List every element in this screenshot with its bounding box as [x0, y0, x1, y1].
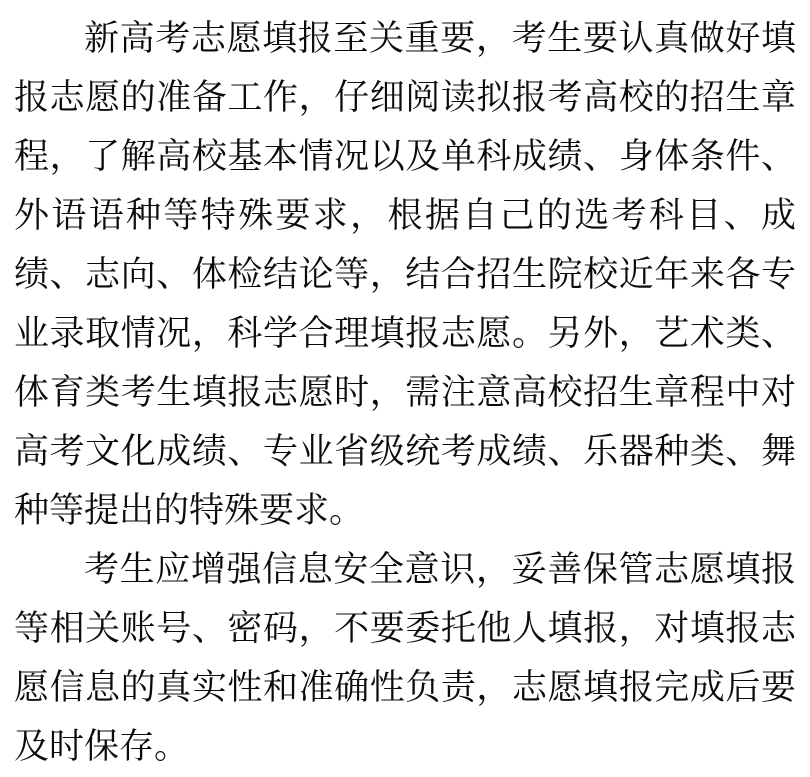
document-body	[14, 10, 796, 777]
paragraph-1: 新高考志愿填报至关重要，考生要认真做好填报志愿的准备工作，仔细阅读拟报考高校的招生章程，了解高校基本情况以及单科成绩、身体条件、外语语种等特殊要求，根据自己的选考科目、成绩、志向、体检结论等，结合招生院校近年来各专业录取情况，科学合理填报志愿。另外，艺术类、体育类考生填报志愿时，需注意高校招生章程中对高考文化成绩、专业省级统考成绩、乐器种类、舞种等提出的特殊要求。	[14, 19, 796, 531]
paragraph-2: 考生应增强信息安全意识，妥善保管志愿填报等相关账号、密码，不要委托他人填报，对填报志愿信息的真实性和准确性负责，志愿填报完成后要及时保存。	[14, 550, 796, 767]
